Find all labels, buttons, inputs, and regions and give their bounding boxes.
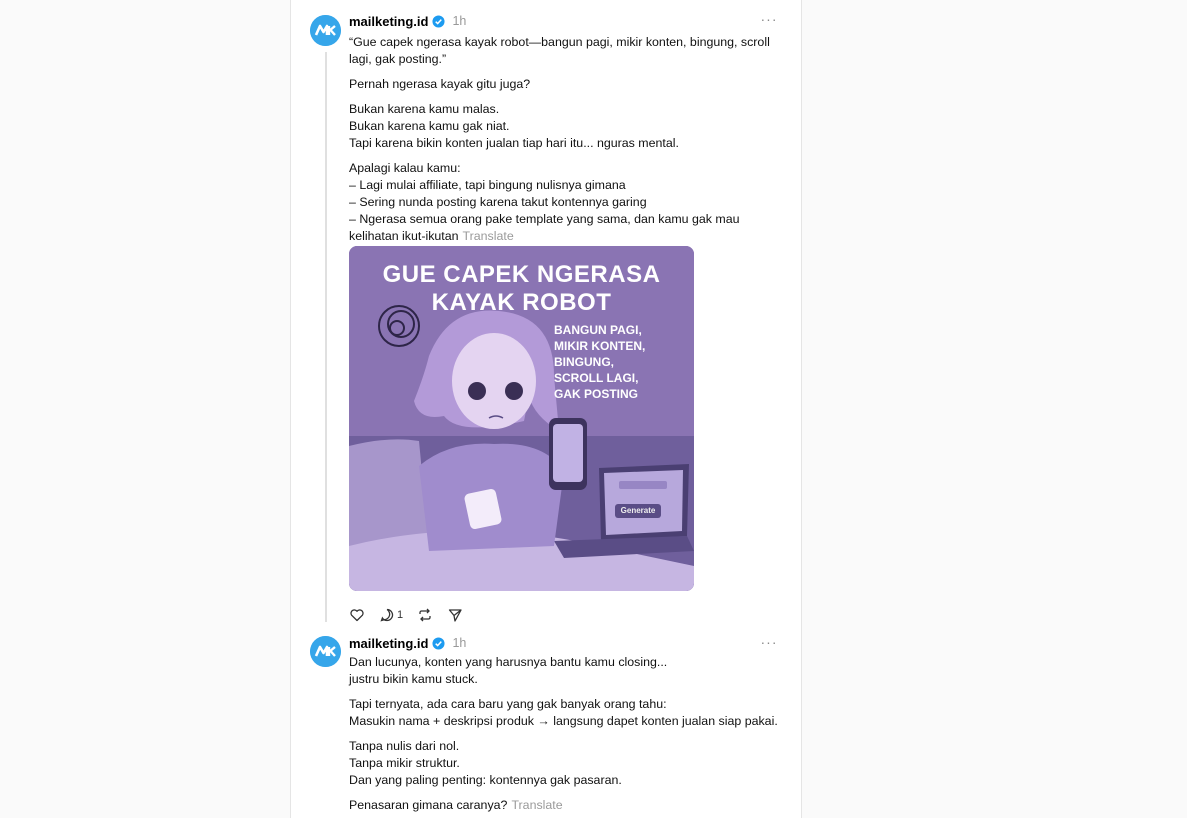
translate-link[interactable]: Translate: [511, 798, 563, 812]
repost-icon: [417, 607, 433, 623]
text-line: Bukan karena kamu gak niat.: [349, 119, 510, 133]
post-paragraph: [349, 101, 789, 152]
more-options-icon[interactable]: ···: [760, 11, 778, 27]
text-line: Pernah ngerasa kayak gitu juga?: [349, 77, 531, 91]
reply-button[interactable]: [379, 607, 403, 623]
text-line: Tapi ternyata, ada cara baru yang gak banyak orang tahu:: [349, 697, 667, 711]
image-sub-line: MIKIR KONTEN,: [554, 339, 646, 353]
comment-icon: [379, 607, 395, 623]
text-line: Dan yang paling penting: kontennya gak pasaran.: [349, 773, 622, 787]
image-generate-label: Generate: [615, 504, 661, 518]
image-sub-line: SCROLL LAGI,: [554, 371, 639, 385]
image-subtitle: [554, 322, 645, 402]
text-line: Penasaran gimana caranya?: [349, 798, 508, 812]
mk-logo-icon: [310, 636, 341, 667]
verified-badge-icon: [432, 15, 445, 28]
post-time[interactable]: 1h: [452, 14, 467, 28]
post-paragraph: [349, 696, 789, 730]
like-button[interactable]: [349, 607, 365, 623]
post-paragraph: [349, 76, 789, 93]
share-button[interactable]: [447, 607, 463, 623]
post-actions: [349, 606, 477, 624]
thread-line: [325, 52, 327, 622]
text-line: Tanpa mikir struktur.: [349, 756, 460, 770]
post-text: [349, 654, 789, 814]
heart-icon: [349, 607, 365, 623]
post-paragraph: [349, 797, 789, 814]
repost-button[interactable]: [417, 607, 433, 623]
text-line: Apalagi kalau kamu:: [349, 161, 461, 175]
text-line: Tanpa nulis dari nol.: [349, 739, 460, 753]
reply-count: 1: [397, 609, 404, 621]
post-paragraph: [349, 34, 789, 68]
text-line: – Lagi mulai affiliate, tapi bingung nulisnya gimana: [349, 178, 626, 192]
post-header: [349, 635, 466, 651]
username[interactable]: mailketing.id: [349, 635, 429, 651]
more-options-icon[interactable]: ···: [760, 634, 778, 650]
text-line: Bukan karena kamu malas.: [349, 102, 500, 116]
text-line: “Gue capek ngerasa kayak robot—bangun pagi, mikir konten, bingung, scroll lagi, gak posting.”: [349, 35, 770, 66]
post-paragraph: [349, 738, 789, 789]
post-paragraph: [349, 160, 789, 245]
text-line: Tapi karena bikin konten jualan tiap hari itu... nguras mental.: [349, 136, 679, 150]
post-image[interactable]: [349, 246, 694, 591]
image-sub-line: BANGUN PAGI,: [554, 323, 642, 337]
post-header: [349, 13, 466, 29]
text-line: – Ngerasa semua orang pake template yang sama, dan kamu gak mau kelihatan ikut-ikutan: [349, 212, 740, 243]
feed-column: [290, 0, 802, 818]
text-line: – Sering nunda posting karena takut kontennya garing: [349, 195, 647, 209]
post-text: [349, 34, 789, 245]
image-sub-line: BINGUNG,: [554, 355, 614, 369]
verified-badge-icon: [432, 637, 445, 650]
avatar[interactable]: [310, 15, 341, 46]
post-time[interactable]: 1h: [452, 636, 467, 650]
image-title-line: KAYAK ROBOT: [431, 289, 612, 316]
mk-logo-icon: [310, 15, 341, 46]
username[interactable]: mailketing.id: [349, 13, 429, 29]
image-title-line: GUE CAPEK NGERASA: [382, 261, 661, 288]
image-title: [349, 261, 694, 317]
text-line: Dan lucunya, konten yang harusnya bantu kamu closing...: [349, 655, 668, 669]
image-sub-line: GAK POSTING: [554, 387, 639, 401]
text-line: Masukin nama + deskripsi produk → langsung dapet konten jualan siap pakai.: [349, 714, 778, 728]
translate-link[interactable]: Translate: [462, 229, 514, 243]
post-paragraph: [349, 654, 789, 688]
send-icon: [447, 607, 463, 623]
text-line: justru bikin kamu stuck.: [349, 672, 478, 686]
avatar[interactable]: [310, 636, 341, 667]
